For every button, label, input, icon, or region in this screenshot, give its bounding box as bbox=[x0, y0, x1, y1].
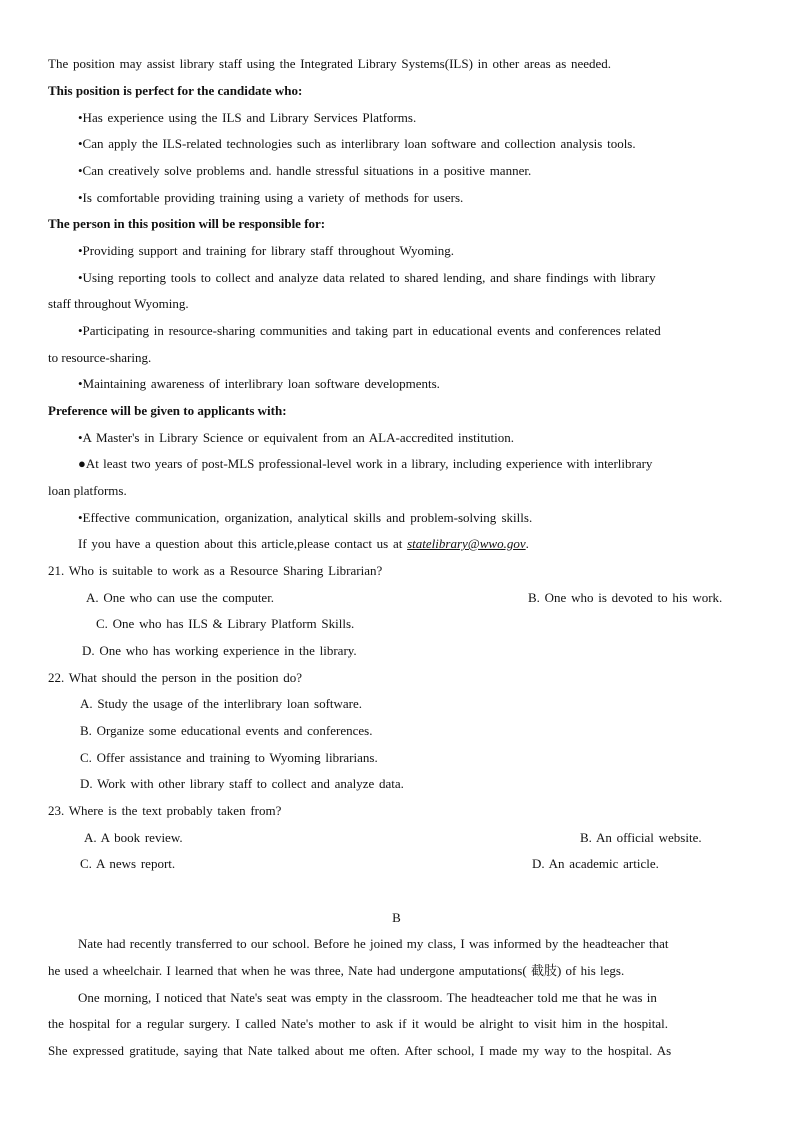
question-23-option-d: D. An academic article. bbox=[532, 856, 659, 871]
candidate-item: •Can apply the ILS-related technologies such as interlibrary loan software and collection analysis tools. bbox=[78, 136, 636, 151]
question-23-stem: 23. Where is the text probably taken from? bbox=[48, 803, 282, 818]
responsible-item: •Using reporting tools to collect and analyze data related to shared lending, and share findings with library bbox=[78, 270, 656, 285]
intro-text: The position may assist library staff using the Integrated Library Systems(ILS) in other areas as needed. bbox=[48, 56, 612, 71]
question-22-option-a: A. Study the usage of the interlibrary loan software. bbox=[80, 696, 363, 711]
question-23-option-a: A. A book review. bbox=[84, 830, 183, 845]
contact-end: . bbox=[525, 536, 529, 551]
passage-b-line: Nate had recently transferred to our school. Before he joined my class, I was informed by the headteacher that bbox=[78, 936, 669, 951]
candidate-heading: This position is perfect for the candidate who: bbox=[48, 83, 303, 98]
preference-heading: Preference will be given to applicants with: bbox=[48, 403, 287, 418]
responsible-item-continued: staff throughout Wyoming. bbox=[48, 296, 189, 311]
responsible-item: •Participating in resource-sharing communities and taking part in educational events and conferences related bbox=[78, 323, 661, 338]
preference-item: ●At least two years of post-MLS professional-level work in a library, including experience with interlibrary bbox=[78, 456, 653, 471]
preference-item-continued: loan platforms. bbox=[48, 483, 127, 498]
candidate-item: •Has experience using the ILS and Library Services Platforms. bbox=[78, 110, 417, 125]
candidate-item: •Can creatively solve problems and. handle stressful situations in a positive manner. bbox=[78, 163, 532, 178]
question-22-stem: 22. What should the person in the position do? bbox=[48, 670, 303, 685]
section-b-heading: B bbox=[392, 910, 401, 925]
question-21-option-a: A. One who can use the computer. bbox=[86, 590, 275, 605]
preference-item: •A Master's in Library Science or equivalent from an ALA-accredited institution. bbox=[78, 430, 514, 445]
question-22-option-b: B. Organize some educational events and conferences. bbox=[80, 723, 373, 738]
question-21-option-c: C. One who has ILS & Library Platform Skills. bbox=[96, 616, 355, 631]
responsible-item: •Providing support and training for library staff throughout Wyoming. bbox=[78, 243, 454, 258]
candidate-item: •Is comfortable providing training using a variety of methods for users. bbox=[78, 190, 464, 205]
preference-item: •Effective communication, organization, analytical skills and problem-solving skills. bbox=[78, 510, 533, 525]
question-23-option-b: B. An official website. bbox=[580, 830, 702, 845]
question-23-option-c: C. A news report. bbox=[80, 856, 176, 871]
contact-text: If you have a question about this article,please contact us at bbox=[78, 536, 408, 551]
question-22-option-d: D. Work with other library staff to collect and analyze data. bbox=[80, 776, 404, 791]
question-21-option-d: D. One who has working experience in the library. bbox=[82, 643, 357, 658]
responsible-item: •Maintaining awareness of interlibrary loan software developments. bbox=[78, 376, 440, 391]
passage-b-line: One morning, I noticed that Nate's seat was empty in the classroom. The headteacher told me that he was in bbox=[78, 990, 657, 1005]
responsible-item-continued: to resource-sharing. bbox=[48, 350, 152, 365]
question-21-stem: 21. Who is suitable to work as a Resource Sharing Librarian? bbox=[48, 563, 383, 578]
responsible-heading: The person in this position will be responsible for: bbox=[48, 216, 326, 231]
passage-b-line: She expressed gratitude, saying that Nate talked about me often. After school, I made my way to the hospital. As bbox=[48, 1043, 672, 1058]
passage-b-line: he used a wheelchair. I learned that when he was three, Nate had undergone amputations( 截肢) of his legs. bbox=[48, 963, 625, 978]
question-21-option-b: B. One who is devoted to his work. bbox=[528, 590, 723, 605]
passage-b-line: the hospital for a regular surgery. I called Nate's mother to ask if it would be alright to visit him in the hospital. bbox=[48, 1016, 669, 1031]
contact-email-link[interactable]: statelibrary@wwo.gov bbox=[407, 536, 526, 551]
question-22-option-c: C. Offer assistance and training to Wyoming librarians. bbox=[80, 750, 378, 765]
contact-line bbox=[78, 536, 529, 552]
